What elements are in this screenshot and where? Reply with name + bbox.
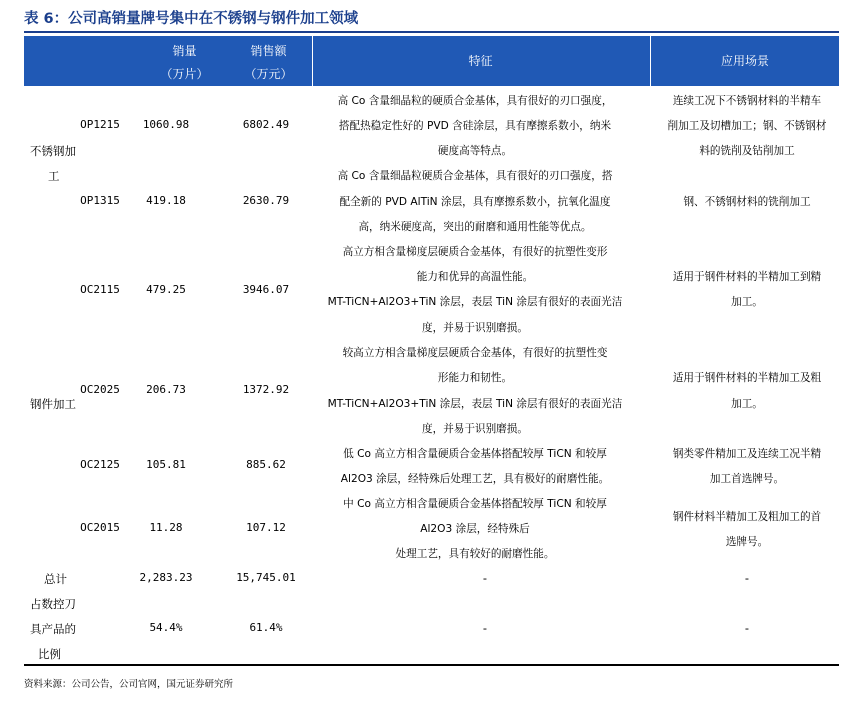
table-row-code: OC2025	[80, 383, 120, 396]
header-features-label: 特征	[468, 54, 493, 68]
table-header	[24, 36, 839, 86]
table-row-feature-line: MT-TiCN+Al2O3+TiN 涂层，表层 TiN 涂层有很好的表面光洁	[327, 296, 623, 308]
table-row-volume: 419.18	[146, 194, 186, 207]
table-row-application-line: 料的铣削及钻削加工	[699, 145, 795, 157]
table-row-feature-line: 低 Co 高立方相含量硬质合金基体搭配较厚 TiCN 和较厚	[343, 448, 607, 460]
share-label-line3: 比例	[38, 647, 61, 661]
table-row-amount: 107.12	[246, 521, 286, 534]
table-row-application-line: 钢、不锈钢材料的铣削加工	[683, 196, 811, 208]
table-row-volume: 11.28	[149, 521, 183, 534]
header-sales-volume-unit: （万片）	[160, 67, 209, 81]
header-sales-amount	[226, 36, 311, 86]
table-row-amount: 3946.07	[242, 283, 290, 296]
table-row-amount: 885.62	[246, 458, 286, 471]
table-row-feature-line: 高立方相含量梯度层硬质合金基体，有很好的抗塑性变形	[342, 246, 608, 258]
table-row-feature-line: Al2O3 涂层，经特殊后处理工艺，具有极好的耐磨性能。	[340, 473, 610, 485]
header-sales-amount-unit: （万元）	[244, 67, 293, 81]
header-sales-volume	[143, 36, 226, 86]
table-row-feature-line: 高，纳米硬度高，突出的耐磨和通用性能等优点。	[358, 221, 592, 233]
table-row-feature-line: MT-TiCN+Al2O3+TiN 涂层，表层 TiN 涂层有很好的表面光洁	[327, 398, 623, 410]
table-row-code: OP1315	[80, 194, 120, 207]
table-row-feature-line: 较高立方相含量梯度层硬质合金基体，有很好的抗塑性变	[342, 347, 608, 359]
table-row-application-line: 适用于钢件材料的半精加工及粗	[672, 372, 822, 384]
table-row-feature-line: 高 Co 含量细晶粒硬质合金基体，具有很好的刃口强度，搭	[337, 170, 613, 182]
source-note: 资料来源：公司公告，公司官网，国元证券研究所	[24, 679, 234, 690]
table-row-application-line: 加工。	[731, 296, 763, 308]
header-sales-amount-label: 销售额	[250, 44, 287, 58]
header-applications	[651, 36, 839, 86]
table-row-feature-line: 中 Co 高立方相含量硬质合金基体搭配较厚 TiCN 和较厚	[343, 498, 607, 510]
table-row-code: OP1215	[80, 118, 120, 131]
table-row-feature-line: 度，并易于识别磨损。	[422, 322, 528, 334]
group-label-stainless-line1: 不锈钢加	[30, 144, 76, 158]
header-sales-volume-label: 销量	[172, 44, 197, 58]
table-row-code: OC2115	[80, 283, 120, 296]
table-row-feature-line: 形能力和韧性。	[437, 372, 513, 384]
table-row-volume: 479.25	[146, 283, 186, 296]
table-row-application-line: 适用于钢件材料的半精加工到精	[672, 271, 822, 283]
table-row-application-line: 选牌号。	[725, 536, 769, 548]
share-volume: 54.4%	[149, 621, 183, 634]
table-row-volume: 1060.98	[142, 118, 190, 131]
table-row-application-line: 加工。	[731, 398, 763, 410]
header-applications-label: 应用场景	[720, 54, 769, 68]
table-bottom-rule	[24, 664, 839, 666]
table-row-application-line: 削加工及切槽加工；钢、不锈钢材	[667, 120, 827, 132]
group-label-stainless-line2: 工	[48, 169, 60, 183]
table-row-application-line: 连续工况下不锈钢材料的半精车	[672, 95, 822, 107]
share-label-line2: 具产品的	[30, 622, 76, 636]
table-row-feature-line: 高 Co 含量细晶粒的硬质合金基体，具有很好的刃口强度，	[337, 95, 613, 107]
table-row-amount: 1372.92	[242, 383, 290, 396]
table-row-code: OC2125	[80, 458, 120, 471]
share-features: -	[482, 621, 488, 635]
share-amount: 61.4%	[249, 621, 283, 634]
share-applications: -	[744, 621, 750, 635]
group-label-steel: 钢件加工	[30, 397, 76, 411]
table-row-feature-line: Al2O3 涂层，经特殊后	[420, 523, 530, 535]
table-row-application-line: 加工首选牌号。	[709, 473, 785, 485]
table-row-feature-line: 配全新的 PVD AlTiN 涂层，具有摩擦系数小，抗氧化温度	[339, 196, 611, 208]
total-applications: -	[744, 571, 750, 585]
table-row-feature-line: 处理工艺，具有较好的耐磨性能。	[395, 548, 555, 560]
table-row-feature-line: 搭配热稳定性好的 PVD 含硅涂层，具有摩擦系数小，纳米	[338, 120, 612, 132]
total-label: 总计	[44, 572, 67, 586]
table-row-amount: 2630.79	[242, 194, 290, 207]
table-row-application-line: 钢件材料半精加工及粗加工的首	[672, 511, 822, 523]
table-row-amount: 6802.49	[242, 118, 290, 131]
title-divider	[24, 31, 839, 33]
table-row-feature-line: 度，并易于识别磨损。	[422, 423, 528, 435]
table-row-feature-line: 能力和优异的高温性能。	[416, 271, 534, 283]
total-volume: 2,283.23	[139, 571, 193, 584]
total-features: -	[482, 571, 488, 585]
table-row-code: OC2015	[80, 521, 120, 534]
table-row-application-line: 钢类零件精加工及连续工况半精	[672, 448, 822, 460]
table-row-feature-line: 硬度高等特点。	[437, 145, 513, 157]
table-row-volume: 206.73	[146, 383, 186, 396]
table-row-volume: 105.81	[146, 458, 186, 471]
total-amount: 15,745.01	[236, 571, 296, 584]
share-label-line1: 占数控刀	[30, 597, 76, 611]
header-features	[313, 36, 648, 86]
table-title: 表 6：公司高销量牌号集中在不锈钢与钢件加工领域	[24, 11, 359, 27]
